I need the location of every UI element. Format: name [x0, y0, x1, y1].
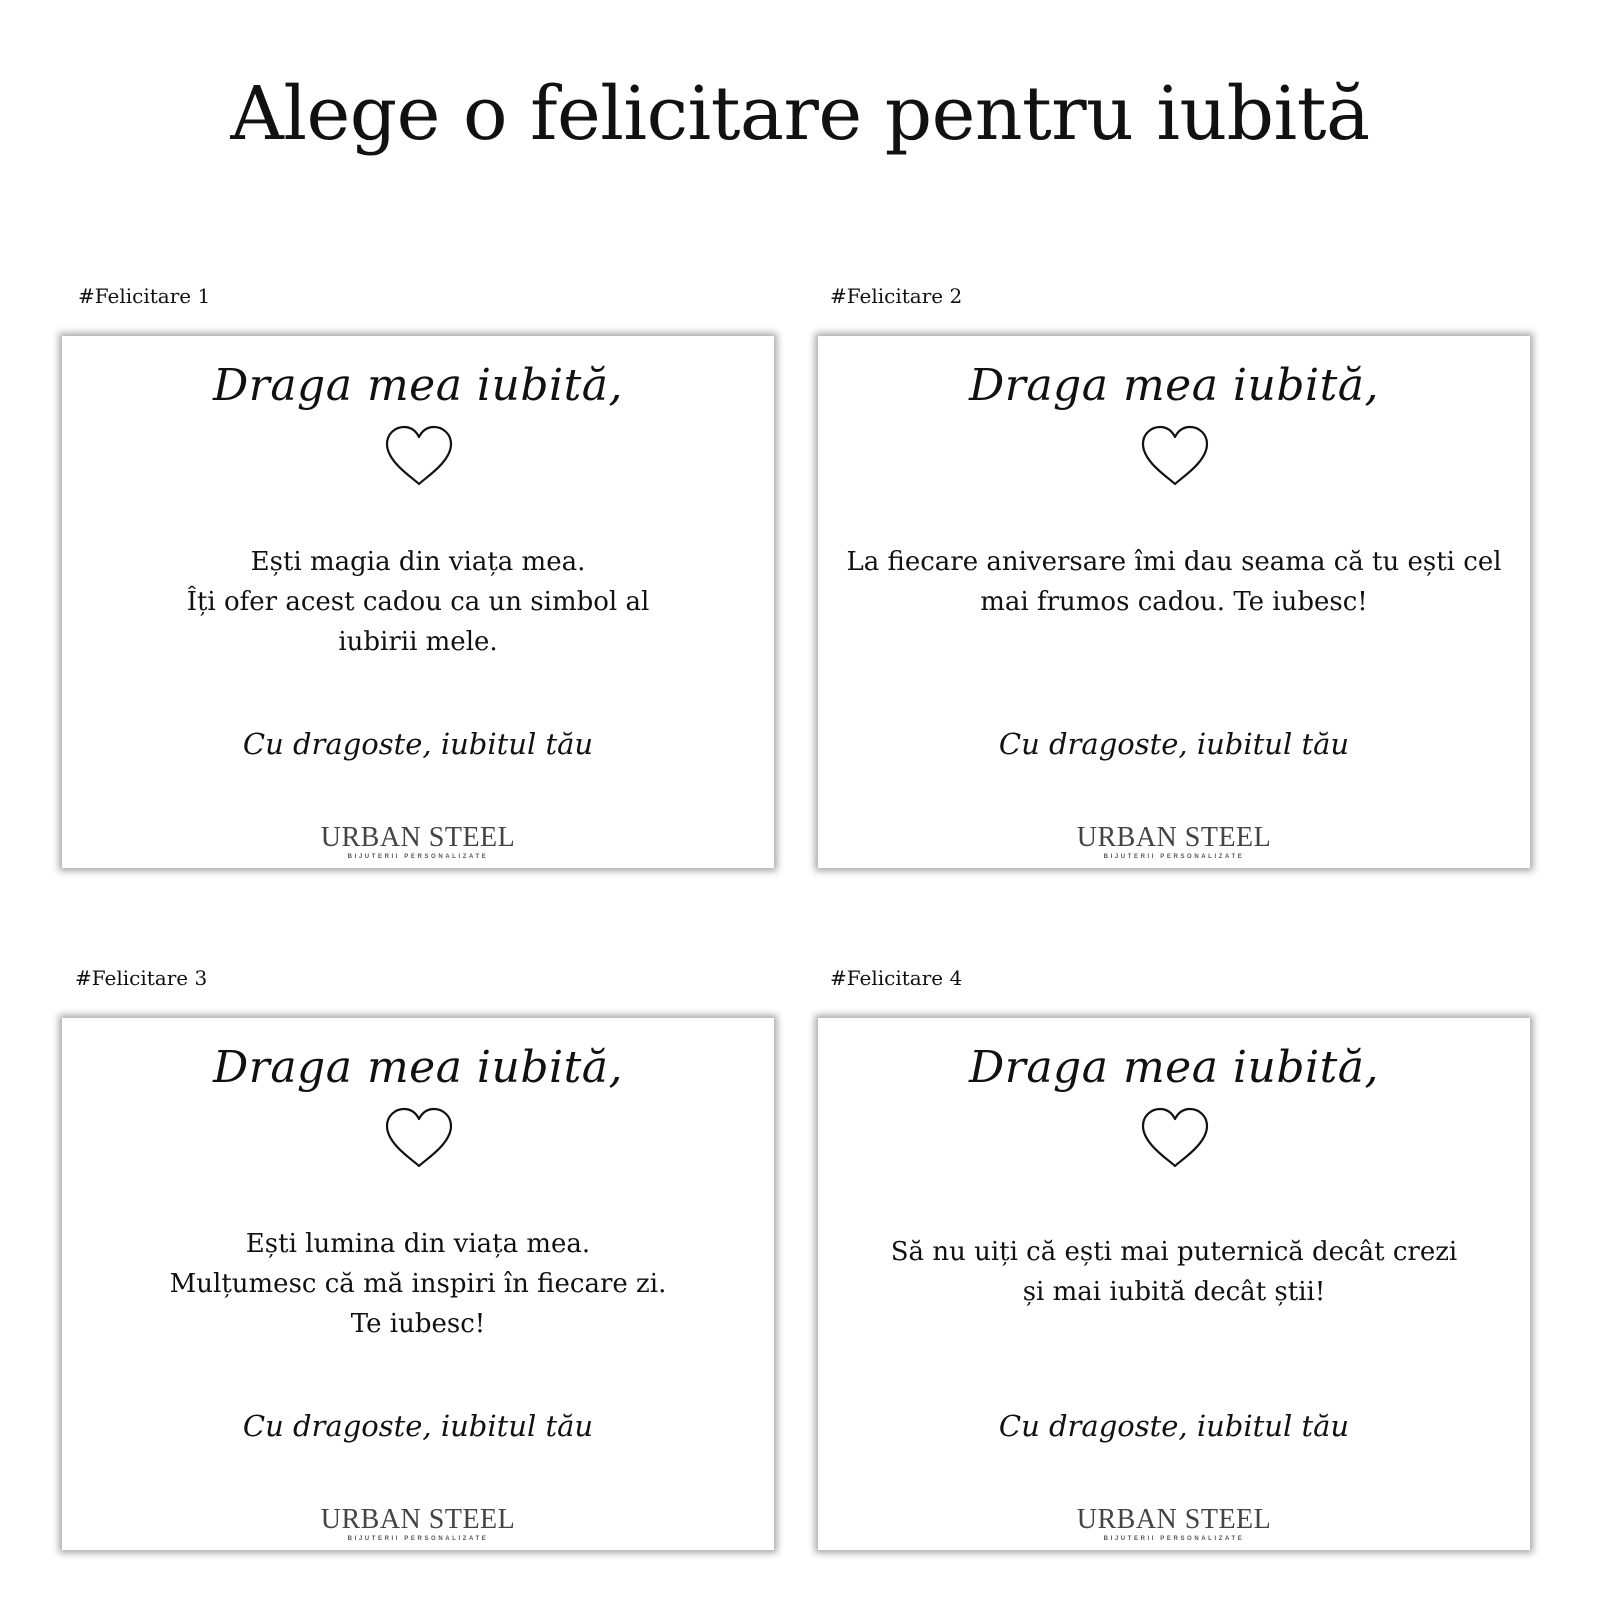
card-message: La fiecare aniversare îmi dau seama că tu ești cel mai frumos cadou. Te iubesc! — [846, 547, 1502, 617]
card-label-2: #Felicitare 2 — [830, 284, 963, 308]
greeting-card-4[interactable] — [818, 1018, 1530, 1550]
brand-logo — [818, 824, 1530, 862]
brand-logo — [818, 1506, 1530, 1544]
brand-logo — [62, 1506, 774, 1544]
brand-name: URBAN STEEL — [1076, 822, 1272, 853]
brand-tagline: BIJUTERII PERSONALIZATE — [1103, 1536, 1245, 1542]
greeting-card-1[interactable] — [62, 336, 774, 868]
heart-icon — [383, 1106, 455, 1170]
card-signature: Cu dragoste, iubitul tău — [242, 1409, 594, 1443]
card-label-4: #Felicitare 4 — [830, 966, 963, 990]
card-greeting: Draga mea iubită, — [969, 360, 1379, 411]
brand-tagline: BIJUTERII PERSONALIZATE — [1103, 854, 1245, 860]
page-title: Alege o felicitare pentru iubită — [230, 71, 1370, 157]
card-label-3: #Felicitare 3 — [75, 966, 208, 990]
greeting-card-2[interactable] — [818, 336, 1530, 868]
card-label-1: #Felicitare 1 — [78, 284, 211, 308]
card-message: Să nu uiți că ești mai puternică decât crezi și mai iubită decât știi! — [890, 1237, 1458, 1307]
heart-icon — [1139, 1106, 1211, 1170]
card-message: Ești magia din viața mea. Îți ofer acest cadou ca un simbol al iubirii mele. — [186, 547, 650, 657]
card-signature: Cu dragoste, iubitul tău — [998, 1409, 1350, 1443]
card-greeting: Draga mea iubită, — [213, 1042, 623, 1093]
heart-icon — [1139, 424, 1211, 488]
card-message: Ești lumina din viața mea. Mulțumesc că mă inspiri în fiecare zi. Te iubesc! — [169, 1229, 667, 1339]
card-signature: Cu dragoste, iubitul tău — [242, 727, 594, 761]
greeting-card-3[interactable] — [62, 1018, 774, 1550]
card-signature: Cu dragoste, iubitul tău — [998, 727, 1350, 761]
brand-logo — [62, 824, 774, 862]
brand-tagline: BIJUTERII PERSONALIZATE — [347, 854, 489, 860]
heart-icon — [383, 424, 455, 488]
brand-tagline: BIJUTERII PERSONALIZATE — [347, 1536, 489, 1542]
card-greeting: Draga mea iubită, — [969, 1042, 1379, 1093]
brand-name: URBAN STEEL — [320, 822, 516, 853]
brand-name: URBAN STEEL — [320, 1504, 516, 1535]
card-greeting: Draga mea iubită, — [213, 360, 623, 411]
brand-name: URBAN STEEL — [1076, 1504, 1272, 1535]
